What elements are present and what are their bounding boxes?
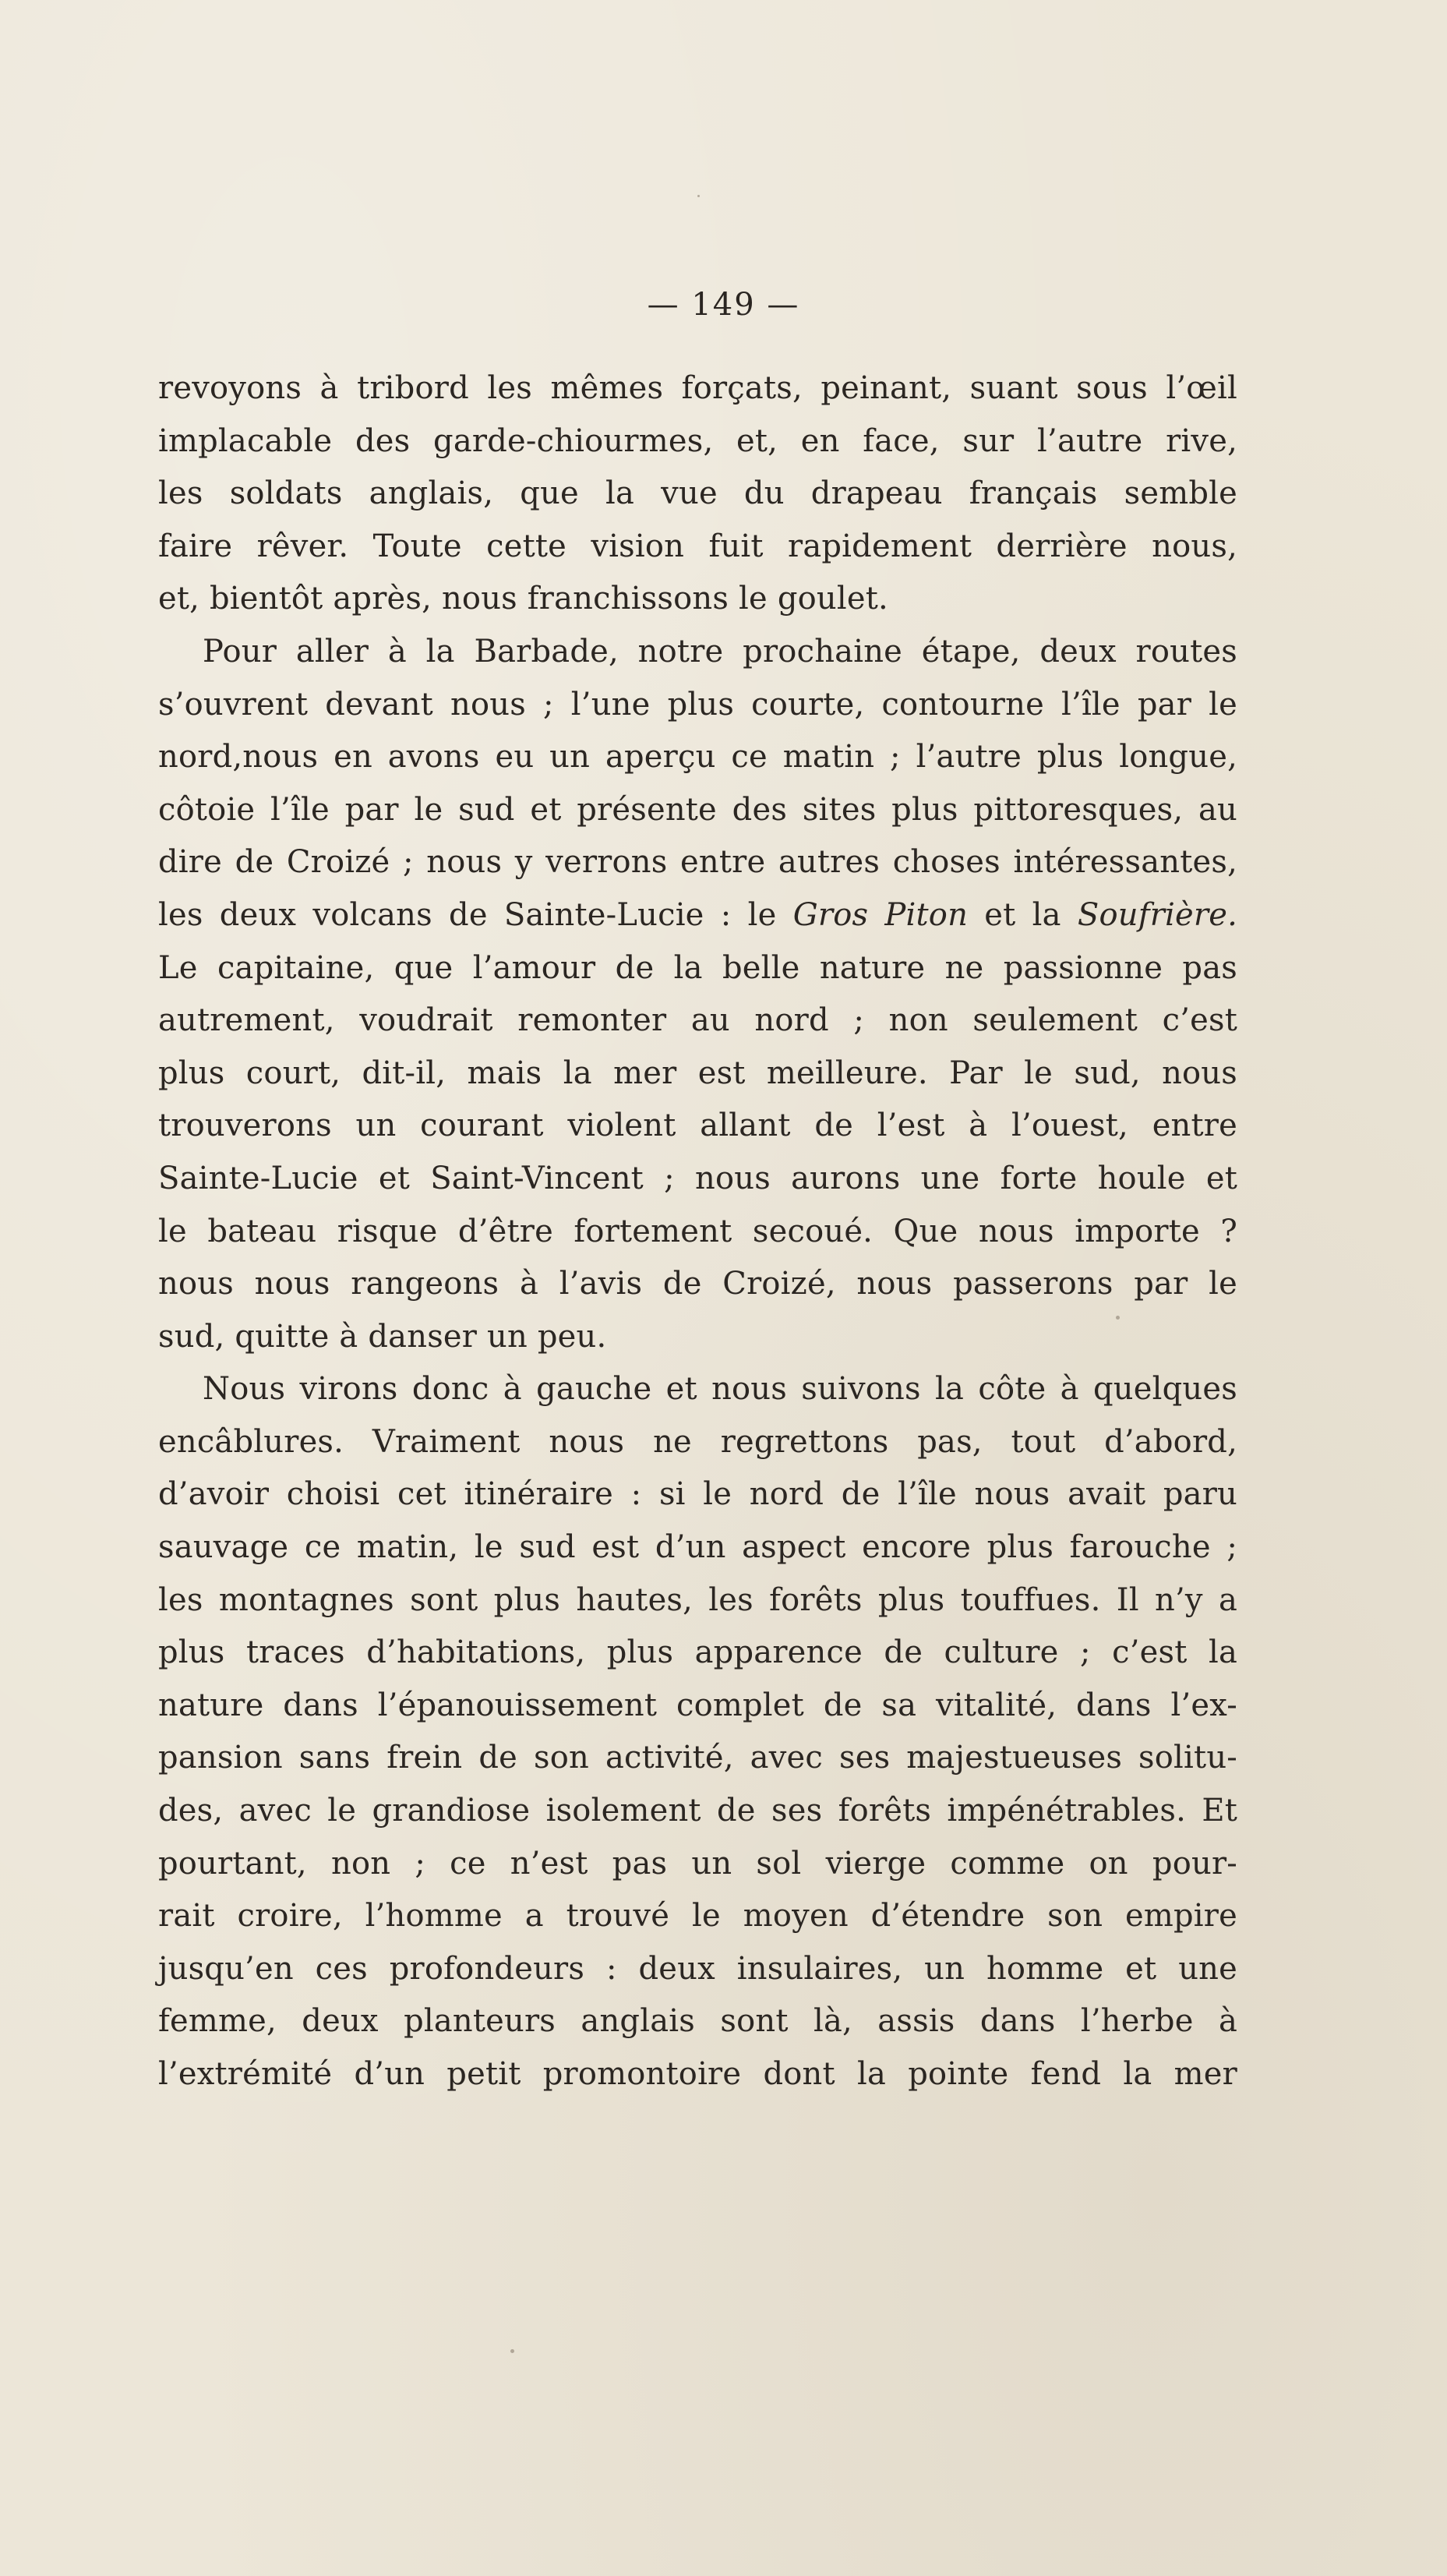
paper-speck [1116,1316,1120,1320]
text-line: nature dans l’épanouissement complet de sa vitalité, dans l’ex- [158,1687,1237,1723]
text-line: nord,nous en avons eu un aperçu ce matin ; l’autre plus longue, [158,739,1237,776]
text-line: jusqu’en ces profondeurs : deux insulaires, un homme et une [158,1950,1237,1987]
text-line: Le capitaine, que l’amour de la belle nature ne passionne pas [158,949,1237,986]
text-line: Pour aller à la Barbade, notre prochaine étape, deux routes [203,633,1237,670]
text-line: les montagnes sont plus hautes, les forêts plus touffues. Il n’y a [158,1581,1237,1618]
text-line: pourtant, non ; ce n’est pas un sol vierge comme on pour- [158,1845,1237,1882]
text-line: Nous virons donc à gauche et nous suivons la côte à quelques [203,1371,1237,1408]
text-line: plus court, dit-il, mais la mer est meilleure. Par le sud, nous [158,1055,1237,1091]
page-number: — 149 — [647,287,800,323]
text-span: les deux volcans de Sainte-Lucie : le [158,896,793,933]
text-line: le bateau risque d’être fortement secoué. Que nous importe ? [158,1213,1237,1249]
text-line: implacable des garde-chiourmes, et, en face, sur l’autre rive, [158,422,1237,459]
text-line: femme, deux planteurs anglais sont là, assis dans l’herbe à [158,2003,1237,2040]
text-line: faire rêver. Toute cette vision fuit rapidement derrière nous, [158,528,1237,564]
text-line: plus traces d’habitations, plus apparence de culture ; c’est la [158,1634,1237,1671]
text-line: dire de Croizé ; nous y verrons entre autres choses intéressantes, [158,844,1237,881]
text-line: s’ouvrent devant nous ; l’une plus courte, contourne l’île par le [158,686,1237,723]
paper-speck [510,2349,514,2353]
text-line-with-italics [158,889,1237,942]
italic-place-name: Gros Piton [792,896,969,933]
text-line: trouverons un courant violent allant de l’est à l’ouest, entre [158,1108,1237,1144]
text-line: sud, quitte à danser un peu. [158,1318,607,1355]
text-span: et la [968,896,1078,933]
text-line: encâblures. Vraiment nous ne regrettons pas, tout d’abord, [158,1423,1237,1460]
body-text [158,362,1237,2101]
text-line: les soldats anglais, que la vue du drapeau français semble [158,475,1237,512]
text-line: Sainte-Lucie et Saint-Vincent ; nous aurons une forte houle et [158,1160,1237,1196]
text-line: pansion sans frein de son activité, avec ses majestueuses solitu- [158,1740,1237,1776]
text-line: d’avoir choisi cet itinéraire : si le nord de l’île nous avait paru [158,1476,1237,1513]
text-line: côtoie l’île par le sud et présente des sites plus pittoresques, au [158,791,1237,828]
text-line: autrement, voudrait remonter au nord ; non seulement c’est [158,1002,1237,1039]
text-line: revoyons à tribord les mêmes forçats, peinant, suant sous l’œil [158,370,1237,406]
text-line: rait croire, l’homme a trouvé le moyen d’étendre son empire [158,1898,1237,1935]
text-line: et, bientôt après, nous franchissons le goulet. [158,581,888,617]
italic-place-name: Soufrière. [1077,896,1238,933]
text-line: des, avec le grandiose isolement de ses forêts impénétrables. Et [158,1793,1237,1829]
text-line: l’extrémité d’un petit promontoire dont la pointe fend la mer [158,2056,1237,2092]
text-line: nous nous rangeons à l’avis de Croizé, nous passerons par le [158,1266,1237,1302]
text-line: sauvage ce matin, le sud est d’un aspect encore plus farouche ; [158,1529,1237,1566]
paper-speck [697,195,700,197]
